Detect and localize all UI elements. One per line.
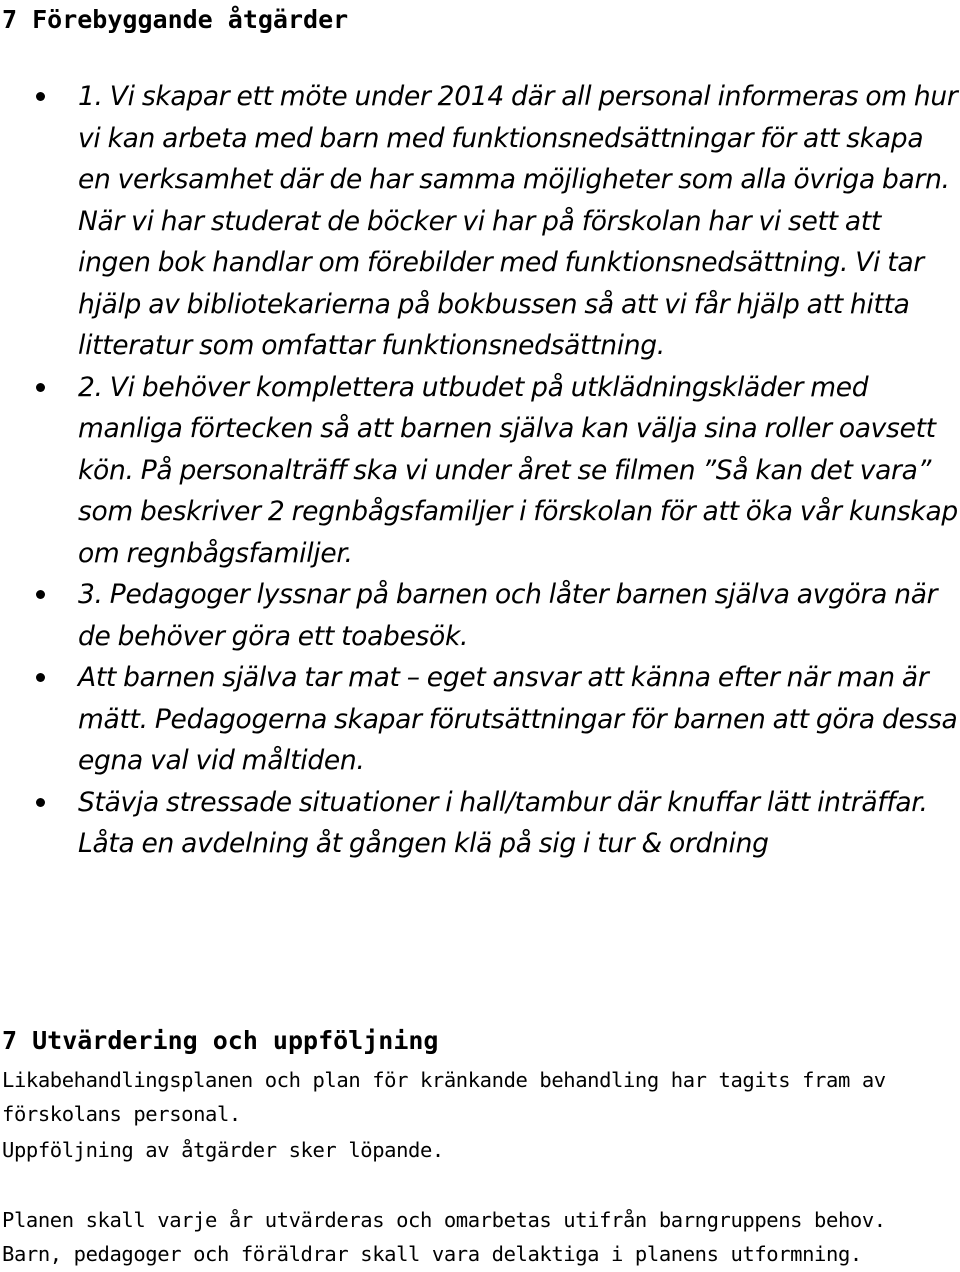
evaluation-paragraph-followup: Uppföljning av åtgärder sker löpande.: [2, 1138, 444, 1162]
bullet-icon: [36, 673, 45, 682]
bullet-icon: [36, 92, 45, 101]
list-item: [0, 782, 960, 865]
bullet-icon: [36, 798, 45, 807]
list-item-text: Stävja stressade situationer i hall/tambur där knuffar lätt inträffar. Låta en avdelning åt gången klä på sig i tur & ordning: [78, 786, 928, 859]
section-heading-evaluation: 7 Utvärdering och uppföljning: [2, 1026, 439, 1055]
list-item-text: Att barnen själva tar mat – eget ansvar att känna efter när man är mätt. Pedagogerna skapar förutsättningar för barnen att göra dessa egna val vid måltiden.: [78, 662, 958, 776]
list-item-text: 1. Vi skapar ett möte under 2014 där all personal informeras om hur vi kan arbeta med barn med funktionsnedsättningar för att skapa en verksamhet där de har samma möjligheter som alla övriga barn. När vi har studerat de böcker vi har på förskolan har vi sett att ingen bok handlar om förebilder med funktionsnedsättning. Vi tar hjälp av bibliotekarierna på bokbussen så att vi får hjälp att hitta litteratur som omfattar funktionsnedsättning.: [78, 81, 958, 361]
list-item-text: 3. Pedagoger lyssnar på barnen och låter barnen själva avgöra när de behöver göra ett toabesök.: [78, 579, 938, 652]
list-item: [0, 367, 960, 575]
bullet-icon: [36, 383, 45, 392]
prevention-list: [0, 76, 960, 865]
list-item: [0, 76, 960, 367]
bullet-icon: [36, 590, 45, 599]
evaluation-paragraph-origin: Likabehandlingsplanen och plan för kränkande behandling har tagits fram av förskolans personal.: [2, 1068, 886, 1126]
section-heading-prevention: 7 Förebyggande åtgärder: [2, 5, 349, 34]
list-item: [0, 574, 960, 657]
list-item: [0, 657, 960, 782]
evaluation-paragraph-annual: Planen skall varje år utvärderas och omarbetas utifrån barngruppens behov. Barn, pedagoger och föräldrar skall vara delaktiga i planens utformning.: [2, 1208, 886, 1266]
list-item-text: 2. Vi behöver komplettera utbudet på utklädningskläder med manliga förtecken så att barnen själva kan välja sina roller oavsett kön. På personalträff ska vi under året se filmen ”Så kan det vara” som beskriver 2 regnbågsfamiljer i förskolan för att öka vår kunskap om regnbågsfamiljer.: [78, 371, 958, 569]
